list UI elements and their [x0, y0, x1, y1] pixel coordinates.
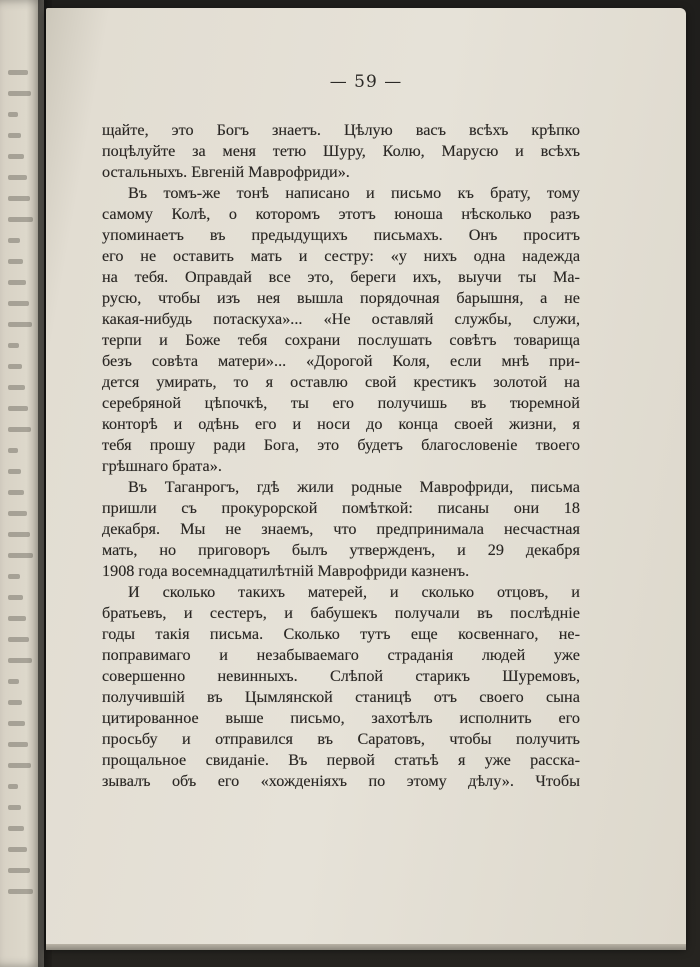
facing-page-text-mark [8, 595, 23, 600]
text-line: на тебя. Оправдай все это, береги ихъ, выучи ты Ма- [102, 268, 580, 286]
facing-page-text-mark [8, 490, 24, 495]
facing-page-text-mark [8, 343, 19, 348]
text-line: 1908 года восемнадцатилѣтній Маврофриди казненъ. [102, 562, 470, 580]
facing-page-text-mark [8, 301, 29, 306]
text-line: самому Колѣ, о которомъ этотъ юноша нѣсколько разъ [102, 205, 580, 223]
facing-page-text-mark [8, 217, 33, 222]
facing-page-text-mark [8, 133, 21, 138]
facing-page-text-mark [8, 637, 29, 642]
facing-page-text-mark [8, 868, 30, 873]
text-line: Въ Таганрогъ, гдѣ жили родные Маврофриди, письма [128, 478, 580, 496]
facing-page-text-mark [8, 469, 21, 474]
facing-page-text-mark [8, 658, 32, 663]
facing-page-text-mark [8, 238, 20, 243]
text-line: годы такія письма. Сколько тутъ еще косвеннаго, не- [102, 625, 580, 643]
facing-page-text-mark [8, 70, 28, 75]
text-line: зывалъ объ его «хожденіяхъ по этому дѣлу». Чтобы [102, 772, 580, 790]
facing-page-text-mark [8, 763, 31, 768]
text-line: какая-нибудь потаскуха»... «Не оставляй службы, служи, [102, 310, 580, 328]
facing-page-text-mark [8, 889, 33, 894]
text-line: декабря. Мы не знаемъ, что предпринимала несчастная [102, 520, 580, 538]
facing-page-text-mark [8, 406, 28, 411]
facing-page-text-mark [8, 742, 28, 747]
text-line: И сколько такихъ матерей, и сколько отцовъ, и [128, 583, 580, 601]
facing-page-text-mark [8, 448, 18, 453]
facing-page-text-mark [8, 427, 31, 432]
text-line: безъ совѣта матери»... «Дорогой Коля, если мнѣ при- [102, 352, 580, 370]
facing-page-text-mark [8, 805, 21, 810]
body-text [102, 120, 580, 792]
text-line: щайте, это Богъ знаетъ. Цѣлую васъ всѣхъ крѣпко [102, 121, 580, 139]
text-line: упоминаетъ въ предыдущихъ письмахъ. Онъ проситъ [102, 226, 580, 244]
text-line: поправимаго и незабываемаго страданія людей уже [102, 646, 580, 664]
facing-page-text-mark [8, 784, 18, 789]
text-line: русю, чтобы изъ нея вышла порядочная барышня, а не [102, 289, 580, 307]
facing-page-text-mark [8, 196, 30, 201]
text-line: мать, но приговоръ былъ утвержденъ, и 29 декабря [102, 541, 580, 559]
text-line: поцѣлуйте за меня тетю Шуру, Колю, Марусю и всѣхъ [102, 142, 580, 160]
facing-page-text-mark [8, 385, 25, 390]
facing-page-text-mark [8, 700, 22, 705]
facing-page-text-mark [8, 364, 22, 369]
text-line: пришли съ прокурорской помѣткой: писаны они 18 [102, 499, 580, 517]
text-line: тебя прошу ради Бога, это будетъ благословеніе твоего [102, 436, 580, 454]
facing-page-text-mark [8, 175, 27, 180]
text-line: конторѣ и одѣнь его и носи до конца своей жизни, я [102, 415, 580, 433]
facing-page-text-mark [8, 112, 18, 117]
facing-page-text-mark [8, 826, 24, 831]
text-line: получившій въ Цымлянской станицѣ отъ своего сына [102, 688, 580, 706]
facing-page-text-mark [8, 91, 31, 96]
text-line: серебряной цѣпочкѣ, ты его получишь въ тюремной [102, 394, 580, 412]
facing-page-text-mark [8, 679, 19, 684]
facing-page-text-mark [8, 616, 26, 621]
facing-page-text-mark [8, 532, 30, 537]
facing-page-text-mark [8, 721, 25, 726]
page-number: — 59 — [329, 72, 403, 92]
text-line: остальныхъ. Евгеній Маврофриди». [102, 163, 350, 181]
text-line: дется умирать, то я оставлю свой крестикъ золотой на [102, 373, 580, 391]
facing-page-text-mark [8, 574, 20, 579]
text-line: прощальное свиданіе. Въ первой статьѣ я уже расска- [102, 751, 580, 769]
text-line: его не оставить мать и сестру: «у нихъ одна надежда [102, 247, 580, 265]
facing-page-text-mark [8, 154, 24, 159]
facing-page-text-mark [8, 553, 33, 558]
text-line: просьбу и отправился въ Саратовъ, чтобы получить [102, 730, 580, 748]
text-line: Въ томъ-же тонѣ написано и письмо къ брату, тому [128, 184, 580, 202]
text-line: цитированное выше письмо, захотѣлъ исполнить его [102, 709, 580, 727]
page-bottom-edge [46, 944, 686, 950]
facing-page-text-mark [8, 511, 27, 516]
facing-page-text-mark [8, 322, 32, 327]
text-line: грѣшнаго брата». [102, 457, 222, 475]
facing-page-text-mark [8, 847, 27, 852]
book-page [46, 8, 686, 948]
text-line: терпи и Боже тебя сохрани послушать совѣтъ товарища [102, 331, 580, 349]
text-line: совершенно невинныхъ. Слѣпой старикъ Шуремовъ, [102, 667, 580, 685]
facing-page-text-mark [8, 259, 23, 264]
text-line: братьевъ, и сестеръ, и бабушекъ получали въ послѣдніе [102, 604, 580, 622]
facing-page-text-mark [8, 280, 26, 285]
